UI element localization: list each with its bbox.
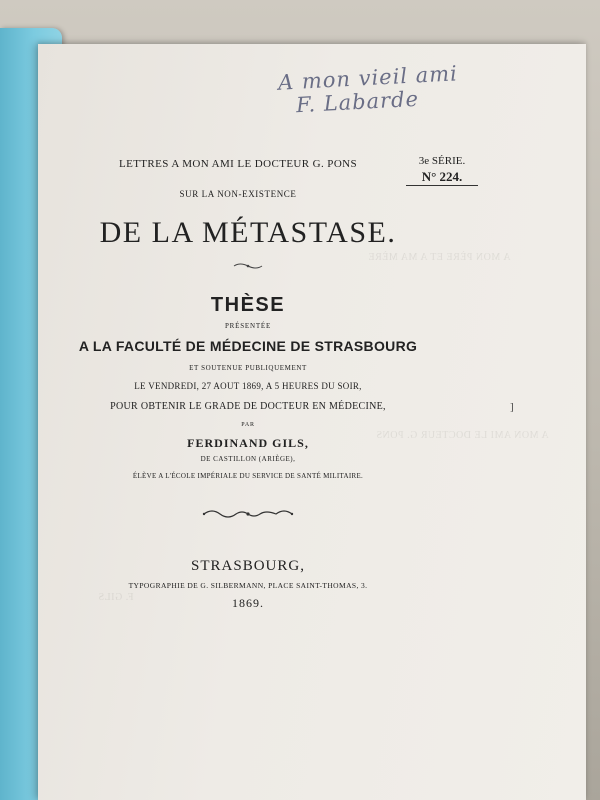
- presented-line: PRÉSENTÉE: [224, 322, 272, 330]
- show-through-author: F. GILS: [98, 592, 134, 603]
- title-ornament-icon: [232, 262, 264, 270]
- imprint-city: STRASBOURG,: [191, 558, 305, 574]
- letters-line: LETTRES A MON AMI LE DOCTEUR G. PONS: [118, 158, 358, 170]
- series-box: [406, 154, 478, 186]
- imprint-printer: TYPOGRAPHIE DE G. SILBERMANN, PLACE SAINT-THOMAS, 3.: [128, 581, 368, 590]
- faculty-line: A LA FACULTÉ DE MÉDECINE DE STRASBOURG: [78, 338, 418, 354]
- imprint-year: 1869.: [232, 596, 264, 610]
- series-label: 3e SÉRIE.: [418, 155, 466, 167]
- author-name: FERDINAND GILS,: [187, 436, 309, 450]
- purpose-line: POUR OBTENIR LE GRADE DE DOCTEUR EN MÉDECINE,: [110, 401, 386, 412]
- title-page: [38, 44, 586, 800]
- date-line: LE VENDREDI, 27 AOUT 1869, A 5 HEURES DU SOIR,: [134, 381, 362, 391]
- show-through-dedication: A MON PÈRE ET A MA MÈRE: [368, 252, 511, 263]
- divider-ornament-icon: [200, 508, 296, 520]
- show-through-letters: A MON AMI LE DOCTEUR G. PONS: [376, 430, 549, 441]
- bracket-mark: ]: [510, 401, 514, 413]
- inscription-line-1: A mon vieil ami: [277, 61, 459, 95]
- defended-line: ET SOUTENUE PUBLIQUEMENT: [189, 364, 307, 372]
- subject-line: SUR LA NON-EXISTENCE: [179, 189, 297, 199]
- author-status: ÉLÈVE A L'ÉCOLE IMPÉRIALE DU SERVICE DE SANTÉ MILITAIRE.: [132, 472, 364, 480]
- author-origin: DE CASTILLON (ARIÈGE),: [200, 455, 296, 463]
- main-title: DE LA MÉTASTASE.: [99, 216, 397, 249]
- inscription-line-2: F. Labarde: [295, 86, 420, 118]
- by-line: PAR: [241, 422, 255, 428]
- series-number: N° 224.: [406, 169, 478, 186]
- thesis-heading: THÈSE: [210, 294, 286, 316]
